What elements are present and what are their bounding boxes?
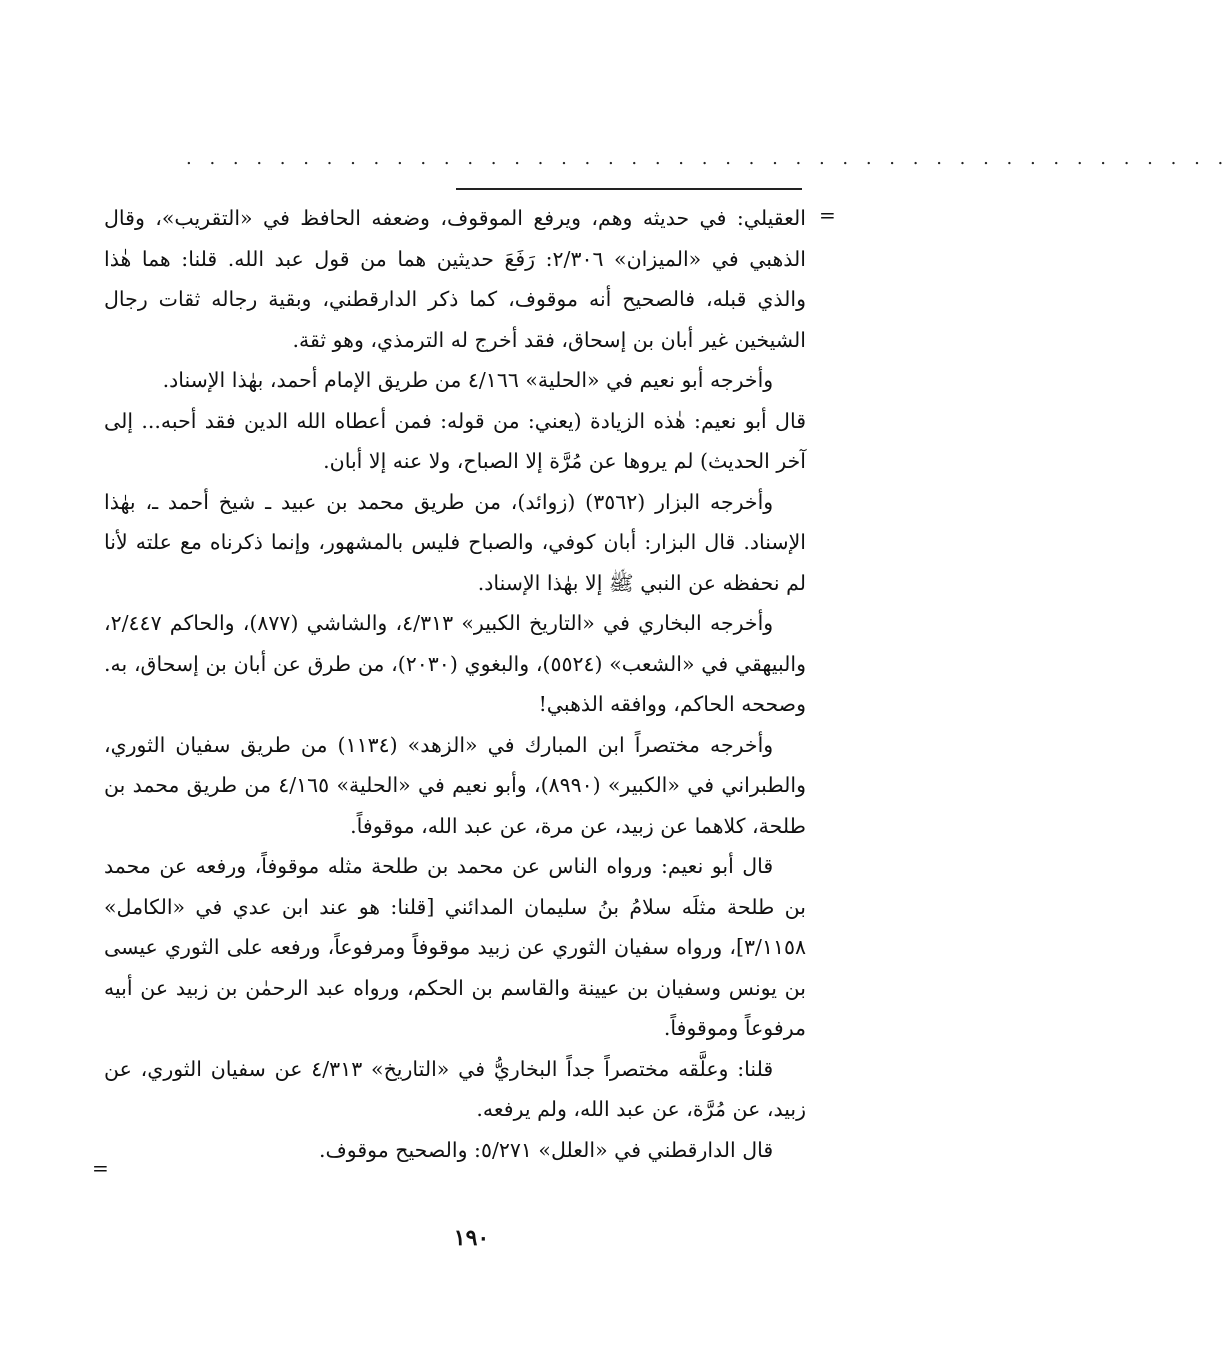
continuation-marker: =: [819, 203, 836, 227]
paragraph-4: وأخرجه البزار (٣٥٦٢) (زوائد)، من طريق محمد بن عبيد ـ شيخ أحمد ـ، بهٰذا الإسناد. قال البزار: أبان كوفي، والصباح فليس بالمشهور، وإنما ذكرناه مع علته لأنا لم نحفظه عن النبي ﷺ إلا بهٰذا الإسناد.: [104, 489, 806, 595]
paragraph-5: وأخرجه البخاري في «التاريخ الكبير» ٤/٣١٣، والشاشي (٨٧٧)، والحاكم ٢/٤٤٧، والبيهقي في «الشعب» (٥٥٢٤)، والبغوي (٢٠٣٠)، من طرق عن أبان بن إسحاق، به. وصححه الحاكم، ووافقه الذهبي!: [104, 611, 806, 716]
paragraph-8: قلنا: وعلَّقه مختصراً جداً البخاريُّ في «التاريخ» ٤/٣١٣ عن سفيان الثوري، عن زبيد، عن مُرَّة، عن عبد الله، ولم يرفعه.: [104, 1056, 806, 1121]
paragraph-1: العقيلي: في حديثه وهم، ويرفع الموقوف، وضعفه الحافظ في «التقريب»، وقال الذهبي في «الميزان» ٢/٣٠٦: رَفَعَ حديثين هما من قول عبد الله. قلنا: هما هٰذا والذي قبله، فالصحيح أنه موقوف، كما ذكر الدارقطني، وبقية رجاله ثقات رجال الشيخين غير أبان بن إسحاق، فقد أخرج له الترمذي، وهو ثقة.: [104, 206, 806, 352]
end-marker: =: [92, 1156, 109, 1180]
paragraph-9: قال الدارقطني في «العلل» ٥/٢٧١: والصحيح موقوف.: [318, 1137, 774, 1162]
page-number: ١٩٠: [453, 1225, 490, 1251]
paragraph-2: وأخرجه أبو نعيم في «الحلية» ٤/١٦٦ من طريق الإمام أحمد، بهٰذا الإسناد.: [162, 368, 774, 392]
footnote-separator-rule: [456, 188, 802, 190]
paragraph-3: قال أبو نعيم: هٰذه الزيادة (يعني: من قوله: فمن أعطاه الله الدين فقد أحبه... إلى آخر الحديث) لم يروها عن مُرَّة إلا الصباح، ولا عنه إلا أبان.: [104, 408, 806, 473]
footnote-text: [104, 198, 806, 1170]
header-dotted-line: . . . . . . . . . . . . . . . . . . . . . . . . . . . . . . . . . . . . . . . . . . . . .: [186, 148, 1229, 169]
paragraph-7: قال أبو نعيم: ورواه الناس عن محمد بن طلحة مثله موقوفاً، ورفعه عن محمد بن طلحة مثلَه سلامُ بنُ سليمان المدائني [قلنا: هو عند ابن عدي في «الكامل» ٣/١١٥٨]، ورواه سفيان الثوري عن زبيد موقوفاً ومرفوعاً، ورفعه على الثوري عيسى بن يونس وسفيان بن عيينة والقاسم بن الحكم، ورواه عبد الرحمٰن بن زبيد عن أبيه مرفوعاً وموقوفاً.: [104, 854, 806, 1040]
paragraph-6: وأخرجه مختصراً ابن المبارك في «الزهد» (١١٣٤) من طريق سفيان الثوري، والطبراني في «الكبير» (٨٩٩٠)، وأبو نعيم في «الحلية» ٤/١٦٥ من طريق محمد بن طلحة، كلاهما عن زبيد، عن مرة، عن عبد الله، موقوفاً.: [104, 732, 806, 838]
